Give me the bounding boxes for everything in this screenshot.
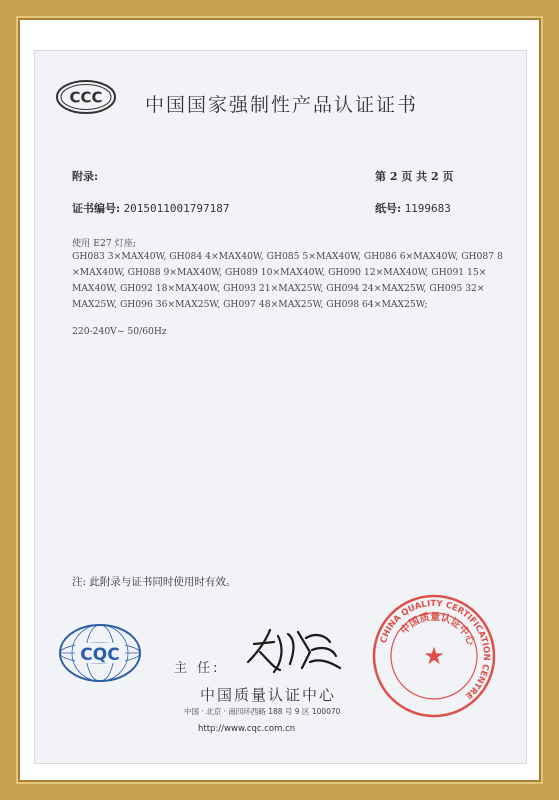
validity-note: 注: 此附录与证书同时使用时有效。 bbox=[72, 576, 237, 588]
issuer-website: http://www.cqc.com.cn bbox=[198, 724, 296, 734]
rating-text: 220-240V~ 50/60Hz bbox=[72, 326, 167, 337]
seal-text-en: CHINA QUALITY CERTIFICATION CENTRE bbox=[378, 598, 492, 701]
page-info: 第 2 页 共 2 页 bbox=[375, 170, 454, 183]
body-line: MAX25W, GH096 36×MAX25W, GH097 48×MAX25W, GH098 64×MAX25W; bbox=[72, 299, 428, 310]
seal-star-icon: ★ bbox=[423, 642, 445, 670]
red-seal-stamp bbox=[370, 592, 498, 720]
cqc-logo-text: CQC bbox=[80, 645, 120, 665]
body-line: GH083 3×MAX40W, GH084 4×MAX40W, GH085 5×MAX40W, GH086 6×MAX40W, GH087 8 bbox=[72, 251, 503, 262]
body-line: MAX40W, GH092 18×MAX40W, GH093 21×MAX25W, GH094 24×MAX25W, GH095 32× bbox=[72, 283, 485, 294]
page-title: 中国国家强制性产品认证证书 bbox=[145, 94, 419, 116]
signature-label: 主 任: bbox=[174, 661, 221, 676]
cert-number-value: 2015011001797187 bbox=[123, 202, 230, 215]
issuer-address: 中国 · 北京 · 南四环西路 188 号 9 区 100070 bbox=[184, 707, 341, 716]
ccc-logo-text: CCC bbox=[69, 88, 103, 107]
seal-text-cn: 中国质量认证中心 bbox=[398, 611, 477, 647]
paper-number-value: 1199683 bbox=[404, 202, 451, 215]
cert-number-row bbox=[72, 200, 230, 216]
cert-number-label: 证书编号: bbox=[72, 202, 121, 215]
issuer-name: 中国质量认证中心 bbox=[200, 686, 337, 704]
cqc-logo bbox=[55, 618, 145, 688]
paper-number-label: 纸号: bbox=[375, 202, 402, 215]
body-line: ×MAX40W, GH088 9×MAX40W, GH089 10×MAX40W, GH090 12×MAX40W, GH091 15× bbox=[72, 267, 487, 278]
director-signature bbox=[240, 622, 350, 678]
body-line: 使用 E27 灯座; bbox=[72, 238, 137, 249]
ccc-logo bbox=[55, 79, 117, 115]
appendix-label: 附录: bbox=[72, 170, 99, 183]
paper-number-row bbox=[375, 200, 451, 216]
